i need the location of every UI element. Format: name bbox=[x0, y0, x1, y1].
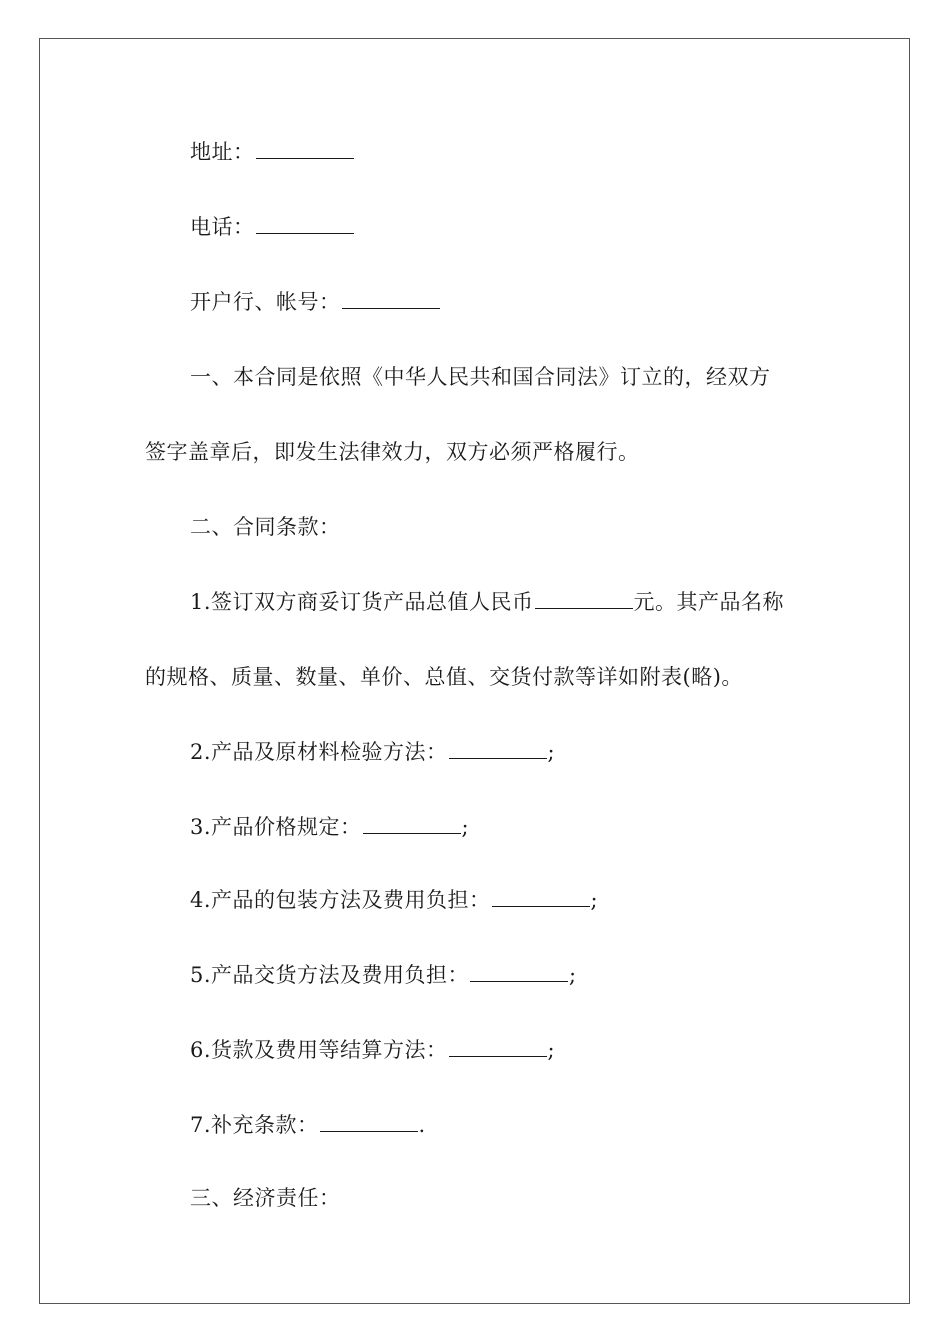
item7-period: . bbox=[418, 1113, 426, 1137]
paragraph1-line1: 一、本合同是依照《中华人民共和国合同法》订立的，经双方 bbox=[190, 365, 771, 389]
item6-blank bbox=[449, 1036, 547, 1057]
item5-semicolon: ; bbox=[569, 963, 577, 987]
item4-blank bbox=[492, 886, 590, 907]
item5-blank bbox=[470, 961, 568, 982]
item1-line2: 的规格、质量、数量、单价、总值、交货付款等详如附表(略)。 bbox=[145, 665, 743, 689]
item4-label: 4.产品的包装方法及费用负担： bbox=[190, 888, 491, 912]
phone-blank bbox=[256, 213, 354, 234]
item7-blank bbox=[320, 1111, 418, 1132]
item6-label: 6.货款及费用等结算方法： bbox=[190, 1038, 448, 1062]
address-label: 地址： bbox=[190, 140, 255, 164]
item1-prefix: 1.签订双方商妥订货产品总值人民币 bbox=[190, 590, 534, 614]
item3-blank bbox=[363, 813, 461, 834]
item1-blank bbox=[535, 588, 633, 609]
item4-semicolon: ; bbox=[590, 888, 599, 912]
address-line bbox=[190, 137, 870, 167]
bank-blank bbox=[342, 288, 440, 309]
item6-line bbox=[190, 1035, 870, 1065]
section2-title: 二、合同条款： bbox=[190, 515, 341, 539]
address-blank bbox=[256, 138, 354, 159]
item7-label: 7.补充条款： bbox=[190, 1113, 319, 1137]
section3-title: 三、经济责任： bbox=[190, 1186, 341, 1210]
bank-label: 开户行、帐号： bbox=[190, 290, 341, 314]
item2-semicolon: ; bbox=[547, 740, 556, 764]
phone-label: 电话： bbox=[190, 215, 255, 239]
item3-semicolon: ; bbox=[461, 815, 470, 839]
item6-semicolon: ; bbox=[547, 1038, 556, 1062]
item3-label: 3.产品价格规定： bbox=[190, 815, 362, 839]
bank-line bbox=[190, 287, 870, 317]
item5-line bbox=[190, 960, 870, 990]
phone-line bbox=[190, 212, 870, 242]
item2-line bbox=[190, 737, 870, 767]
item7-line bbox=[190, 1110, 870, 1140]
paragraph1-line2: 签字盖章后，即发生法律效力，双方必须严格履行。 bbox=[145, 440, 640, 464]
item1-suffix: 元。其产品名称 bbox=[633, 590, 785, 614]
item4-line bbox=[190, 885, 870, 915]
item1-line1 bbox=[190, 587, 870, 617]
item2-label: 2.产品及原材料检验方法： bbox=[190, 740, 448, 764]
item3-line bbox=[190, 812, 870, 842]
item2-blank bbox=[449, 738, 547, 759]
item5-label: 5.产品交货方法及费用负担： bbox=[190, 963, 470, 987]
